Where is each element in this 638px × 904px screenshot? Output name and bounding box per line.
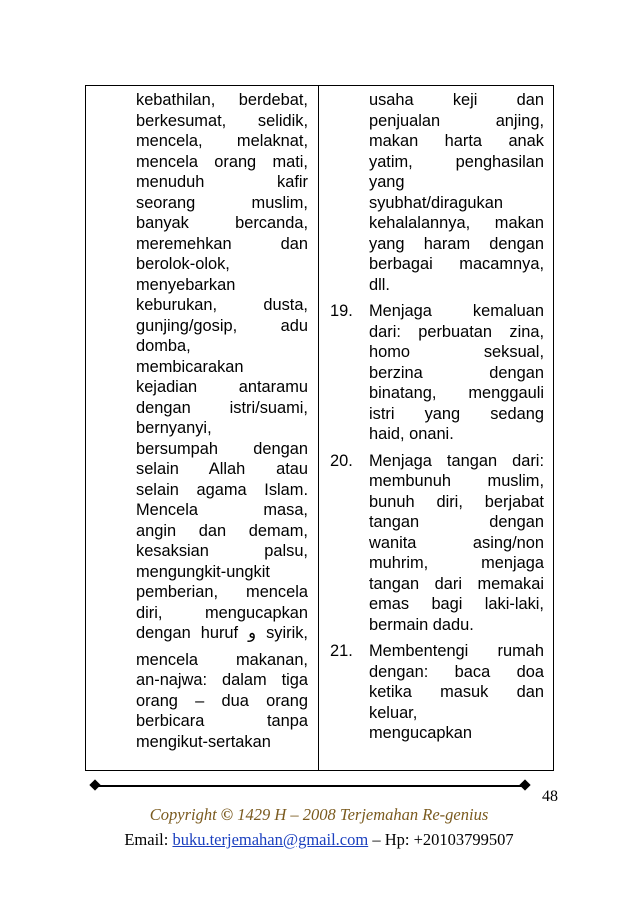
left-line: mengikut-sertakan bbox=[136, 732, 271, 751]
left-line: an-najwa: dalam tiga bbox=[136, 671, 308, 689]
left-line: membicarakan bbox=[136, 357, 244, 376]
email-link[interactable]: buku.terjemahan@gmail.com bbox=[172, 830, 369, 849]
right-line: Menjaga kemaluan bbox=[369, 302, 544, 320]
left-line: mencela orang mati, bbox=[136, 152, 308, 171]
right-line: dari: perbuatan zina, bbox=[369, 322, 544, 341]
left-column bbox=[136, 90, 308, 752]
right-line: emas bagi laki-laki, bbox=[369, 595, 544, 613]
item-body bbox=[369, 641, 544, 744]
left-line: mencela, melaknat, bbox=[136, 132, 308, 150]
phone-text: – Hp: +20103799507 bbox=[372, 830, 514, 849]
column-divider bbox=[318, 85, 319, 771]
list-item bbox=[330, 451, 544, 636]
left-line: keburukan, dusta, bbox=[136, 296, 308, 314]
right-line: membunuh muslim, bbox=[369, 472, 544, 490]
left-line: pemberian, mencela bbox=[136, 583, 308, 601]
left-line: diri, mengucapkan bbox=[136, 603, 308, 622]
list-item bbox=[330, 641, 544, 744]
left-line: angin dan demam, bbox=[136, 521, 308, 540]
right-line: haid, onani. bbox=[369, 425, 454, 443]
left-line: mencela makanan, bbox=[136, 650, 308, 669]
email-label: Email: bbox=[124, 830, 169, 849]
left-line: berolok-olok, bbox=[136, 255, 230, 273]
right-line: Membentengi rumah bbox=[369, 642, 544, 660]
copyright-line bbox=[0, 805, 638, 825]
left-line: dengan istri/suami, bbox=[136, 398, 308, 417]
right-line: berzina dengan bbox=[369, 363, 544, 382]
left-line: gunjing/gosip, adu bbox=[136, 316, 308, 335]
right-line: binatang, menggauli bbox=[369, 384, 544, 402]
right-line: ketika masuk dan bbox=[369, 683, 544, 701]
right-line: yang bbox=[369, 173, 405, 191]
right-line: yatim, penghasilan bbox=[369, 152, 544, 171]
left-line: kejadian antaramu bbox=[136, 378, 308, 396]
left-line: kesaksian palsu, bbox=[136, 542, 308, 560]
right-line: penjualan anjing, bbox=[369, 111, 544, 130]
right-line: makan harta anak bbox=[369, 132, 544, 150]
left-line: selain agama Islam. bbox=[136, 480, 308, 499]
left-line: mengungkit-ungkit bbox=[136, 562, 270, 581]
left-line: berkesumat, selidik, bbox=[136, 111, 308, 130]
right-line: usaha keji dan bbox=[369, 91, 544, 109]
right-line: dengan: baca doa bbox=[369, 662, 544, 681]
right-line: tangan dengan bbox=[369, 513, 544, 531]
left-line: orang – dua orang bbox=[136, 691, 308, 710]
left-line: meremehkan dan bbox=[136, 234, 308, 253]
left-line: domba, bbox=[136, 337, 191, 355]
right-line: kehalalannya, makan bbox=[369, 214, 544, 232]
left-line: seorang muslim, bbox=[136, 193, 308, 212]
left-line: bernyanyi, bbox=[136, 419, 212, 437]
right-line: bermain dadu. bbox=[369, 615, 474, 634]
right-line: keluar, bbox=[369, 703, 418, 722]
right-line: syubhat/diragukan bbox=[369, 193, 503, 212]
right-line: wanita asing/non bbox=[369, 533, 544, 552]
right-line: berbagai macamnya, bbox=[369, 255, 544, 273]
item-number: 21. bbox=[330, 642, 353, 660]
left-line: berbicara tanpa bbox=[136, 712, 308, 730]
left-line: banyak bercanda, bbox=[136, 214, 308, 232]
right-line: dll. bbox=[369, 275, 390, 294]
left-line: kebathilan, berdebat, bbox=[136, 91, 308, 109]
list-item bbox=[330, 301, 544, 445]
copyright-icon: © bbox=[220, 805, 234, 824]
right-line: yang haram dengan bbox=[369, 234, 544, 253]
left-line: bersumpah dengan bbox=[136, 439, 308, 458]
right-line: Menjaga tangan dari: bbox=[369, 451, 544, 470]
contact-line bbox=[0, 830, 638, 850]
continuation-text bbox=[369, 90, 544, 295]
right-line: muhrim, menjaga bbox=[369, 554, 544, 572]
left-line: selain Allah atau bbox=[136, 460, 308, 478]
left-line: menyebarkan bbox=[136, 275, 236, 294]
item-body bbox=[369, 301, 544, 445]
right-line: bunuh diri, berjabat bbox=[369, 492, 544, 511]
item-body bbox=[369, 451, 544, 636]
diamond-ornament-icon bbox=[89, 779, 100, 790]
item-number: 19. bbox=[330, 302, 353, 320]
copyright-label: Copyright bbox=[149, 805, 217, 824]
page-number: 48 bbox=[542, 788, 558, 805]
copyright-detail: 1429 H – 2008 Terjemahan Re-genius bbox=[237, 805, 489, 824]
item-number: 20. bbox=[330, 451, 353, 470]
right-line: mengucapkan bbox=[369, 724, 472, 742]
right-line: istri yang sedang bbox=[369, 404, 544, 423]
right-line: tangan dari memakai bbox=[369, 574, 544, 593]
left-line: Mencela masa, bbox=[136, 501, 308, 519]
right-line: homo seksual, bbox=[369, 343, 544, 361]
left-line: menuduh kafir bbox=[136, 173, 308, 191]
right-column bbox=[330, 90, 544, 744]
left-line: dengan huruf و syirik, bbox=[136, 624, 308, 642]
footer-rule bbox=[97, 785, 524, 787]
